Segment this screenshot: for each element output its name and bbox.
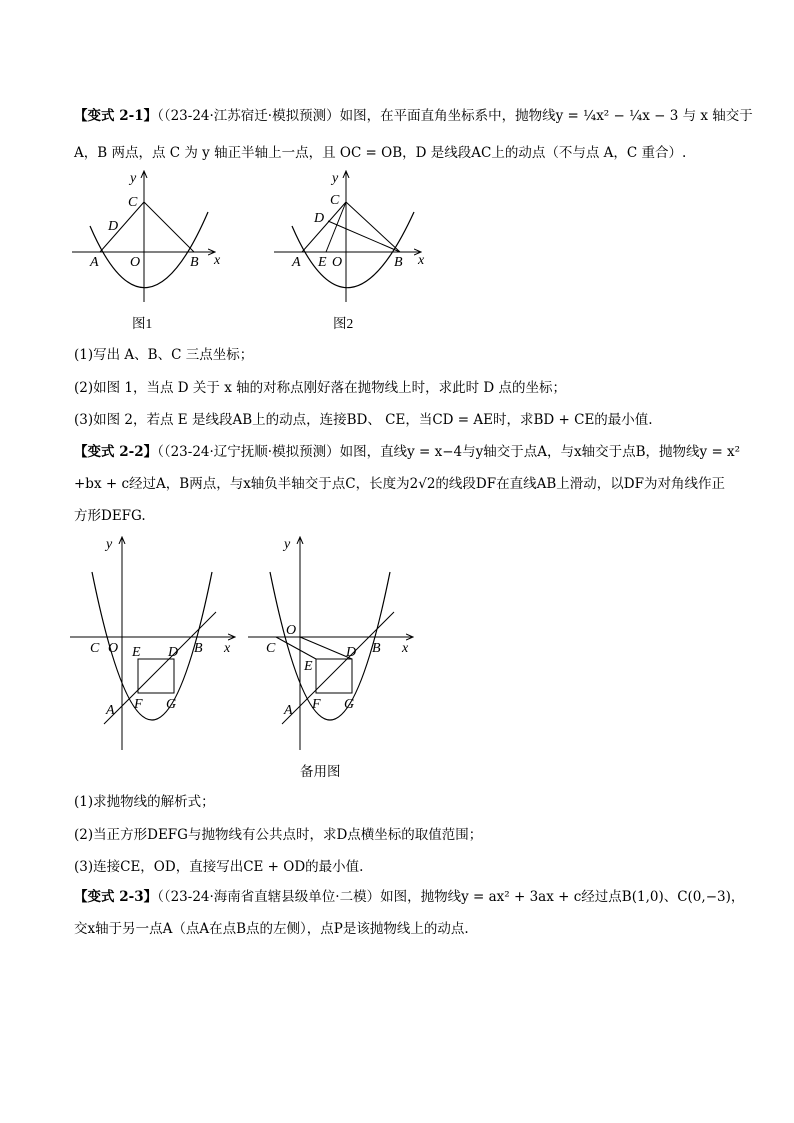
problem-2-3-label: 【变式 2-3】 xyxy=(74,889,158,905)
label-c: C xyxy=(128,195,138,210)
label-y: y xyxy=(332,171,339,186)
label-e: E xyxy=(304,659,313,674)
problem-2-2-q2: (2)当正方形DEFG与抛物线有公共点时，求D点横坐标的取值范围； xyxy=(74,827,483,843)
problem-2-3-line1 xyxy=(74,888,744,906)
figure-2-2-right xyxy=(244,532,424,757)
problem-2-2-q1: (1)求抛物线的解析式； xyxy=(74,794,215,810)
spare-figure-caption: 备用图 xyxy=(300,764,341,779)
label-a: A xyxy=(90,255,99,270)
label-o: O xyxy=(286,623,297,638)
problem-2-1-q2: (2)如图 1，当点 D 关于 x 轴的对称点刚好落在抛物线上时，求此时 D 点的坐标； xyxy=(74,380,567,396)
problem-2-1-line2: A，B 两点，点 C 为 y 轴正半轴上一点，且 OC = OB，D 是线段AC上的动点（不与点 A，C 重合）. xyxy=(74,145,687,161)
segment-od xyxy=(300,637,352,659)
label-g: G xyxy=(344,697,355,712)
label-o: O xyxy=(108,641,119,656)
problem-2-1-q3: (3)如图 2，若点 E 是线段AB上的动点，连接BD、 CE，当CD = AE时，求BD + CE的最小值. xyxy=(74,412,653,428)
problem-2-1-text1: （（23-24·江苏宿迁·模拟预测）如图，在平面直角坐标系中，抛物线y = ¼x² − ¼x − 3 与 x 轴交于 xyxy=(157,108,753,124)
label-x: x xyxy=(402,641,409,656)
label-f: F xyxy=(312,697,321,712)
segment-ac xyxy=(100,202,144,252)
problem-2-1-label: 【变式 2-1】 xyxy=(74,108,158,124)
segment-db xyxy=(328,221,400,252)
fig2-caption: 图2 xyxy=(333,316,354,331)
label-b: B xyxy=(194,641,203,656)
label-c: C xyxy=(90,641,100,656)
segment-cb xyxy=(144,202,194,252)
problem-2-3-line2: 交x轴于另一点A（点A在点B点的左侧），点P是该抛物线上的动点. xyxy=(74,921,469,937)
label-g: G xyxy=(166,697,177,712)
problem-2-2-q3: (3)连接CE，OD，直接写出CE + OD的最小值. xyxy=(74,859,364,875)
label-d: D xyxy=(314,211,325,226)
problem-2-2-line1 xyxy=(74,443,740,461)
label-b: B xyxy=(190,255,199,270)
line-ab xyxy=(282,612,394,724)
label-d: D xyxy=(108,219,119,234)
label-x: x xyxy=(418,253,425,268)
label-a: A xyxy=(292,255,301,270)
label-a: A xyxy=(106,703,115,718)
label-d: D xyxy=(168,645,179,660)
problem-2-2-text1: （（23-24·辽宁抚顺·模拟预测）如图，直线y = x−4与y轴交于点A，与x轴交于点B，抛物线y = x² xyxy=(157,444,741,460)
label-c: C xyxy=(330,193,340,208)
label-a: A xyxy=(284,703,293,718)
label-o: O xyxy=(130,255,141,270)
label-f: F xyxy=(134,697,143,712)
problem-2-3-text1: （（23-24·海南省直辖县级单位·二模）如图，抛物线y = ax² + 3ax + c经过点B(1,0)、C(0,−3)， xyxy=(157,889,745,905)
square-defg xyxy=(138,659,174,693)
label-d: D xyxy=(346,645,357,660)
problem-2-1-q1: (1)写出 A、B、C 三点坐标； xyxy=(74,347,254,363)
label-b: B xyxy=(394,255,403,270)
square-defg xyxy=(316,659,352,693)
problem-2-2-label: 【变式 2-2】 xyxy=(74,444,158,460)
figure-2-2-left xyxy=(66,532,246,757)
label-b: B xyxy=(372,641,381,656)
label-o: O xyxy=(332,255,343,270)
figure-2-1-fig1 xyxy=(68,168,228,308)
problem-2-2-line2: +bx + c经过A，B两点，与x轴负半轴交于点C，长度为2√2的线段DF在直线AB上滑动，以DF为对角线作正 xyxy=(74,476,725,492)
label-y: y xyxy=(106,537,113,552)
label-c: C xyxy=(266,641,276,656)
problem-2-2-line3: 方形DEFG. xyxy=(74,508,146,524)
fig1-caption: 图1 xyxy=(132,316,153,331)
segment-ce xyxy=(276,637,316,659)
label-y: y xyxy=(130,171,137,186)
segment-cb xyxy=(346,202,400,252)
line-ab xyxy=(104,612,216,724)
label-e: E xyxy=(318,255,327,270)
figure-2-1-fig2 xyxy=(270,168,430,308)
label-x: x xyxy=(224,641,231,656)
segment-ac xyxy=(302,202,346,252)
label-y: y xyxy=(284,537,291,552)
problem-2-1-line1 xyxy=(74,107,753,125)
label-e: E xyxy=(132,645,141,660)
label-x: x xyxy=(214,253,221,268)
